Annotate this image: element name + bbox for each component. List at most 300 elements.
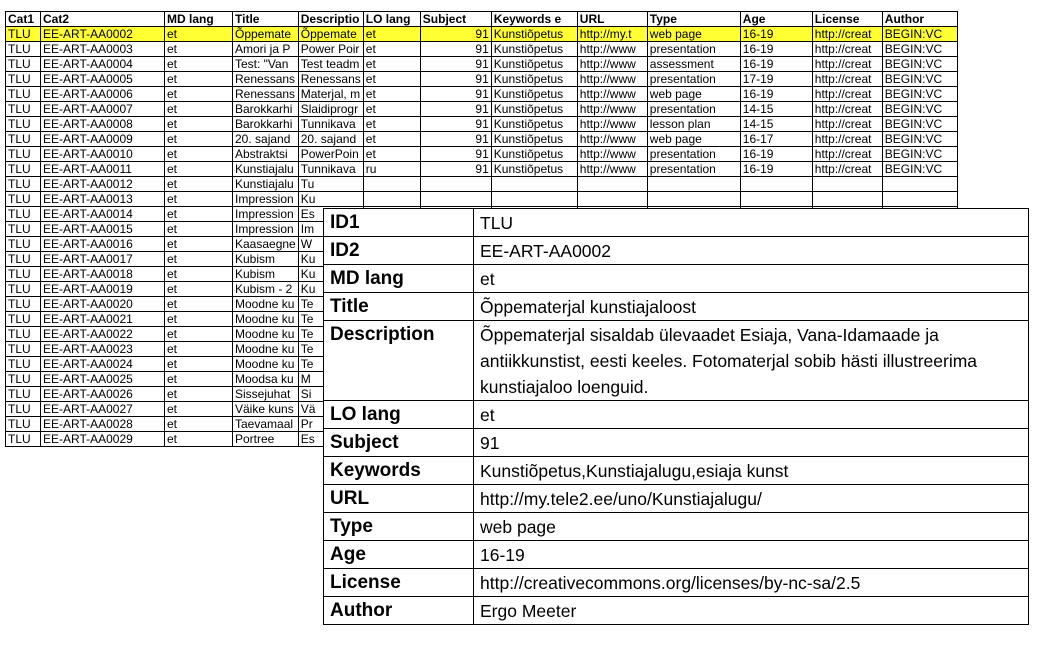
detail-row [324, 293, 1029, 321]
table-cell[interactable]: TLU [6, 357, 41, 372]
table-row[interactable] [6, 57, 958, 72]
detail-row [324, 401, 1029, 429]
detail-value: TLU [474, 209, 1029, 237]
table-cell[interactable]: Moodne ku [233, 297, 299, 312]
table-cell[interactable]: TLU [6, 57, 41, 72]
table-cell[interactable]: EE-ART-AA0006 [41, 87, 165, 102]
table-cell[interactable]: 91 [420, 102, 491, 117]
detail-row [324, 429, 1029, 457]
table-cell[interactable]: et [165, 342, 233, 357]
table-cell[interactable]: Taevamaal [233, 417, 299, 432]
table-cell[interactable]: TLU [6, 342, 41, 357]
table-cell[interactable]: EE-ART-AA0013 [41, 192, 165, 207]
table-cell[interactable]: BEGIN:VC [882, 42, 957, 57]
detail-key: Description [324, 321, 474, 401]
table-cell[interactable]: TLU [6, 252, 41, 267]
table-cell[interactable]: http://creat [812, 42, 882, 57]
detail-row [324, 597, 1029, 625]
table-cell[interactable]: EE-ART-AA0023 [41, 342, 165, 357]
table-row[interactable] [6, 27, 958, 42]
table-cell[interactable]: http://creat [812, 147, 882, 162]
table-cell[interactable]: TLU [6, 147, 41, 162]
table-cell[interactable]: TLU [6, 42, 41, 57]
table-cell[interactable]: et [363, 57, 420, 72]
table-cell[interactable]: et [165, 297, 233, 312]
table-cell[interactable]: 20. sajand [298, 132, 363, 147]
column-header[interactable]: Author [882, 12, 957, 27]
table-cell[interactable]: Kunstiõpetus [491, 72, 577, 87]
table-cell[interactable]: et [165, 387, 233, 402]
column-header[interactable]: Keywords e [491, 12, 577, 27]
table-cell[interactable]: TLU [6, 327, 41, 342]
table-cell[interactable]: et [165, 222, 233, 237]
detail-key: License [324, 569, 474, 597]
table-cell[interactable]: Kubism - 2 [233, 282, 299, 297]
table-cell[interactable]: Slaidiprogr [298, 102, 363, 117]
table-cell[interactable]: et [363, 42, 420, 57]
table-cell[interactable]: et [165, 252, 233, 267]
table-cell[interactable]: Pr [298, 417, 363, 432]
table-cell[interactable]: EE-ART-AA0018 [41, 267, 165, 282]
detail-row [324, 569, 1029, 597]
table-cell[interactable]: http://creat [812, 117, 882, 132]
table-cell[interactable] [882, 192, 957, 207]
detail-key: ID1 [324, 209, 474, 237]
table-cell[interactable]: Barokkarhi [233, 102, 299, 117]
table-cell[interactable]: EE-ART-AA0004 [41, 57, 165, 72]
detail-value: et [474, 401, 1029, 429]
table-cell[interactable]: http://www [577, 147, 647, 162]
table-cell[interactable]: et [165, 177, 233, 192]
table-cell[interactable]: TLU [6, 177, 41, 192]
table-cell[interactable]: M [298, 372, 363, 387]
table-cell[interactable]: et [165, 327, 233, 342]
table-cell[interactable]: http://www [577, 42, 647, 57]
table-cell[interactable]: et [165, 237, 233, 252]
detail-key: URL [324, 485, 474, 513]
table-cell[interactable]: TLU [6, 267, 41, 282]
table-cell[interactable]: BEGIN:VC [882, 87, 957, 102]
table-cell[interactable]: http://my.t [577, 27, 647, 42]
table-cell[interactable]: 91 [420, 72, 491, 87]
table-cell[interactable]: TLU [6, 207, 41, 222]
table-cell[interactable]: et [363, 117, 420, 132]
table-cell[interactable]: Kunstiõpetus [491, 87, 577, 102]
table-cell[interactable]: BEGIN:VC [882, 72, 957, 87]
table-cell[interactable]: Tu [298, 177, 363, 192]
table-cell[interactable]: 91 [420, 27, 491, 42]
table-cell[interactable]: EE-ART-AA0015 [41, 222, 165, 237]
detail-row [324, 541, 1029, 569]
detail-key: MD lang [324, 265, 474, 293]
table-cell[interactable]: Ku [298, 267, 363, 282]
table-cell[interactable]: TLU [6, 312, 41, 327]
detail-value: http://creativecommons.org/licenses/by-nc-sa/2.5 [474, 569, 1029, 597]
table-cell[interactable]: lesson plan [647, 117, 740, 132]
detail-key: Keywords [324, 457, 474, 485]
table-cell[interactable]: Power Poir [298, 42, 363, 57]
detail-row [324, 513, 1029, 541]
detail-row [324, 321, 1029, 401]
table-cell[interactable] [812, 192, 882, 207]
table-cell[interactable]: et [165, 357, 233, 372]
table-cell[interactable]: et [165, 102, 233, 117]
table-cell[interactable]: TLU [6, 132, 41, 147]
table-cell[interactable]: 91 [420, 147, 491, 162]
detail-value: 16-19 [474, 541, 1029, 569]
detail-value: et [474, 265, 1029, 293]
table-cell[interactable]: et [165, 312, 233, 327]
table-cell[interactable]: TLU [6, 87, 41, 102]
table-cell[interactable]: Test: "Van [233, 57, 299, 72]
table-cell[interactable]: et [363, 27, 420, 42]
table-cell[interactable]: Im [298, 222, 363, 237]
detail-value: Kunstiõpetus,Kunstiajalugu,esiaja kunst [474, 457, 1029, 485]
table-cell[interactable]: EE-ART-AA0027 [41, 402, 165, 417]
table-cell[interactable]: Kunstiõpetus [491, 162, 577, 177]
table-cell[interactable]: TLU [6, 162, 41, 177]
table-cell[interactable]: Te [298, 297, 363, 312]
detail-row [324, 237, 1029, 265]
table-cell[interactable] [420, 192, 491, 207]
table-cell[interactable]: presentation [647, 162, 740, 177]
table-cell[interactable]: et [165, 372, 233, 387]
table-cell[interactable]: http://www [577, 57, 647, 72]
table-cell[interactable]: 14-15 [740, 102, 812, 117]
table-cell[interactable]: EE-ART-AA0011 [41, 162, 165, 177]
table-cell[interactable]: TLU [6, 372, 41, 387]
table-row[interactable] [6, 162, 958, 177]
table-cell[interactable]: EE-ART-AA0009 [41, 132, 165, 147]
table-cell[interactable]: Sissejuhat [233, 387, 299, 402]
table-cell[interactable]: TLU [6, 222, 41, 237]
table-cell[interactable]: Kunstiõpetus [491, 117, 577, 132]
detail-key: Author [324, 597, 474, 625]
table-cell[interactable]: et [165, 27, 233, 42]
detail-value: http://my.tele2.ee/uno/Kunstiajalugu/ [474, 485, 1029, 513]
table-cell[interactable]: Kunstiõpetus [491, 57, 577, 72]
table-cell[interactable]: Kaasaegne [233, 237, 299, 252]
table-cell[interactable]: Abstraktsi [233, 147, 299, 162]
table-cell[interactable]: Te [298, 312, 363, 327]
table-cell[interactable]: et [165, 267, 233, 282]
table-cell[interactable]: EE-ART-AA0008 [41, 117, 165, 132]
table-cell[interactable]: http://creat [812, 27, 882, 42]
table-cell[interactable]: web page [647, 27, 740, 42]
table-cell[interactable]: Si [298, 387, 363, 402]
table-cell[interactable]: Vä [298, 402, 363, 417]
table-cell[interactable]: 16-17 [740, 132, 812, 147]
table-cell[interactable]: Tunnikava [298, 162, 363, 177]
table-cell[interactable]: BEGIN:VC [882, 132, 957, 147]
table-cell[interactable]: EE-ART-AA0022 [41, 327, 165, 342]
table-cell[interactable]: Renessans [298, 72, 363, 87]
table-cell[interactable]: 16-19 [740, 162, 812, 177]
table-cell[interactable]: et [363, 147, 420, 162]
table-cell[interactable]: 91 [420, 57, 491, 72]
table-cell[interactable]: Amori ja P [233, 42, 299, 57]
table-cell[interactable]: BEGIN:VC [882, 27, 957, 42]
table-cell[interactable]: 16-19 [740, 147, 812, 162]
table-cell[interactable]: W [298, 237, 363, 252]
table-cell[interactable]: presentation [647, 42, 740, 57]
table-cell[interactable]: 16-19 [740, 87, 812, 102]
table-cell[interactable]: http://creat [812, 102, 882, 117]
table-cell[interactable]: 91 [420, 162, 491, 177]
table-cell[interactable]: 17-19 [740, 72, 812, 87]
table-cell[interactable]: Impression [233, 222, 299, 237]
column-header[interactable]: MD lang [165, 12, 233, 27]
table-cell[interactable] [812, 177, 882, 192]
column-header[interactable]: License [812, 12, 882, 27]
table-cell[interactable]: BEGIN:VC [882, 147, 957, 162]
table-cell[interactable]: et [165, 132, 233, 147]
table-cell[interactable]: presentation [647, 72, 740, 87]
table-cell[interactable]: Kunstiajalu [233, 162, 299, 177]
detail-key: Type [324, 513, 474, 541]
table-cell[interactable]: PowerPoin [298, 147, 363, 162]
table-cell[interactable]: EE-ART-AA0024 [41, 357, 165, 372]
table-cell[interactable]: 91 [420, 87, 491, 102]
table-cell[interactable]: EE-ART-AA0021 [41, 312, 165, 327]
table-cell[interactable]: 91 [420, 132, 491, 147]
table-cell[interactable]: http://www [577, 117, 647, 132]
table-cell[interactable]: et [165, 402, 233, 417]
table-cell[interactable]: EE-ART-AA0002 [41, 27, 165, 42]
detail-value: 91 [474, 429, 1029, 457]
table-cell[interactable]: TLU [6, 192, 41, 207]
table-cell[interactable]: Kunstiõpetus [491, 132, 577, 147]
table-cell[interactable]: EE-ART-AA0010 [41, 147, 165, 162]
detail-value: Õppematerjal sisaldab ülevaadet Esiaja, Vana-Idamaade ja antiikkunstist, eesti keeles. Fotomaterjal sobib hästi illustreerima kunstiajaloo loenguid. [474, 321, 1029, 401]
table-cell[interactable]: et [165, 42, 233, 57]
table-cell[interactable] [491, 192, 577, 207]
table-cell[interactable]: et [363, 72, 420, 87]
table-cell[interactable]: EE-ART-AA0003 [41, 42, 165, 57]
table-row[interactable] [6, 102, 958, 117]
detail-key: Subject [324, 429, 474, 457]
table-cell[interactable]: et [165, 147, 233, 162]
table-cell[interactable] [363, 177, 420, 192]
table-cell[interactable]: EE-ART-AA0007 [41, 102, 165, 117]
table-cell[interactable] [740, 177, 812, 192]
table-cell[interactable]: Te [298, 327, 363, 342]
table-cell[interactable]: TLU [6, 27, 41, 42]
table-cell[interactable]: EE-ART-AA0025 [41, 372, 165, 387]
table-cell[interactable]: http://www [577, 72, 647, 87]
table-cell[interactable]: Ku [298, 252, 363, 267]
detail-row [324, 209, 1029, 237]
table-cell[interactable]: Renessans [233, 72, 299, 87]
table-cell[interactable]: Moodsa ku [233, 372, 299, 387]
table-cell[interactable]: EE-ART-AA0012 [41, 177, 165, 192]
table-cell[interactable]: TLU [6, 297, 41, 312]
record-detail-panel [323, 208, 1029, 625]
table-cell[interactable] [882, 177, 957, 192]
table-cell[interactable]: Barokkarhi [233, 117, 299, 132]
table-cell[interactable]: 91 [420, 117, 491, 132]
table-cell[interactable]: Test teadm [298, 57, 363, 72]
table-cell[interactable]: Väike kuns [233, 402, 299, 417]
table-cell[interactable]: presentation [647, 147, 740, 162]
column-header[interactable]: Cat1 [6, 12, 41, 27]
table-cell[interactable]: 16-19 [740, 42, 812, 57]
table-cell[interactable]: Kunstiõpetus [491, 42, 577, 57]
detail-key: LO lang [324, 401, 474, 429]
table-cell[interactable]: http://www [577, 87, 647, 102]
column-header[interactable]: LO lang [363, 12, 420, 27]
table-cell[interactable]: Moodne ku [233, 312, 299, 327]
column-header[interactable]: Title [233, 12, 299, 27]
table-cell[interactable]: BEGIN:VC [882, 117, 957, 132]
table-cell[interactable]: Te [298, 342, 363, 357]
detail-key: Title [324, 293, 474, 321]
table-cell[interactable]: http://www [577, 132, 647, 147]
table-cell[interactable]: TLU [6, 432, 41, 447]
table-cell[interactable]: http://www [577, 102, 647, 117]
table-cell[interactable]: et [165, 87, 233, 102]
table-cell[interactable]: 16-19 [740, 57, 812, 72]
table-cell[interactable]: Renessans [233, 87, 299, 102]
detail-row [324, 265, 1029, 293]
table-cell[interactable] [647, 177, 740, 192]
table-cell[interactable]: assessment [647, 57, 740, 72]
table-cell[interactable]: Kubism [233, 252, 299, 267]
table-cell[interactable]: TLU [6, 417, 41, 432]
column-header[interactable]: Cat2 [41, 12, 165, 27]
table-cell[interactable]: BEGIN:VC [882, 57, 957, 72]
table-cell[interactable]: et [165, 57, 233, 72]
table-cell[interactable] [740, 192, 812, 207]
table-cell[interactable]: et [165, 432, 233, 447]
table-cell[interactable]: Impression [233, 192, 299, 207]
table-cell[interactable]: EE-ART-AA0017 [41, 252, 165, 267]
table-cell[interactable]: Tunnikava [298, 117, 363, 132]
table-cell[interactable] [577, 192, 647, 207]
table-cell[interactable]: EE-ART-AA0029 [41, 432, 165, 447]
detail-key: Age [324, 541, 474, 569]
table-row[interactable] [6, 72, 958, 87]
table-cell[interactable]: Õppemate [233, 27, 299, 42]
table-cell[interactable]: TLU [6, 402, 41, 417]
table-cell[interactable]: EE-ART-AA0005 [41, 72, 165, 87]
table-cell[interactable]: et [165, 282, 233, 297]
table-cell[interactable]: TLU [6, 387, 41, 402]
table-cell[interactable]: Materjal, m [298, 87, 363, 102]
table-cell[interactable]: et [165, 192, 233, 207]
table-cell[interactable]: Ku [298, 192, 363, 207]
table-cell[interactable] [363, 192, 420, 207]
table-cell[interactable]: Kubism [233, 267, 299, 282]
table-cell[interactable]: ru [363, 162, 420, 177]
table-cell[interactable]: et [165, 162, 233, 177]
table-cell[interactable]: Õppemate [298, 27, 363, 42]
column-header[interactable]: Age [740, 12, 812, 27]
table-cell[interactable]: Moodne ku [233, 327, 299, 342]
table-row[interactable] [6, 192, 958, 207]
table-cell[interactable]: 16-19 [740, 27, 812, 42]
table-cell[interactable]: et [165, 417, 233, 432]
table-cell[interactable]: et [165, 117, 233, 132]
column-header[interactable]: URL [577, 12, 647, 27]
table-cell[interactable]: et [363, 132, 420, 147]
table-cell[interactable]: EE-ART-AA0016 [41, 237, 165, 252]
column-header[interactable]: Descriptio [298, 12, 363, 27]
table-cell[interactable]: TLU [6, 282, 41, 297]
table-cell[interactable]: http://creat [812, 87, 882, 102]
table-cell[interactable]: http://creat [812, 162, 882, 177]
table-cell[interactable]: Kunstiõpetus [491, 102, 577, 117]
table-cell[interactable]: et [363, 87, 420, 102]
table-cell[interactable]: Moodne ku [233, 357, 299, 372]
table-cell[interactable]: EE-ART-AA0026 [41, 387, 165, 402]
table-cell[interactable]: Es [298, 207, 363, 222]
table-cell[interactable]: Impression [233, 207, 299, 222]
table-cell[interactable]: TLU [6, 102, 41, 117]
table-cell[interactable]: presentation [647, 102, 740, 117]
header-row [6, 12, 958, 27]
table-cell[interactable]: TLU [6, 117, 41, 132]
column-header[interactable]: Type [647, 12, 740, 27]
table-row[interactable] [6, 42, 958, 57]
table-cell[interactable]: BEGIN:VC [882, 162, 957, 177]
column-header[interactable]: Subject [420, 12, 491, 27]
table-cell[interactable]: Te [298, 357, 363, 372]
table-cell[interactable]: BEGIN:VC [882, 102, 957, 117]
table-cell[interactable]: EE-ART-AA0019 [41, 282, 165, 297]
table-cell[interactable]: TLU [6, 72, 41, 87]
table-cell[interactable]: EE-ART-AA0028 [41, 417, 165, 432]
table-row[interactable] [6, 132, 958, 147]
detail-value: web page [474, 513, 1029, 541]
table-cell[interactable] [577, 177, 647, 192]
table-cell[interactable]: Es [298, 432, 363, 447]
table-row[interactable] [6, 147, 958, 162]
table-cell[interactable]: http://creat [812, 132, 882, 147]
table-row[interactable] [6, 117, 958, 132]
table-cell[interactable]: Kunstiõpetus [491, 27, 577, 42]
table-cell[interactable]: et [165, 207, 233, 222]
table-cell[interactable]: web page [647, 87, 740, 102]
table-cell[interactable]: web page [647, 132, 740, 147]
table-cell[interactable]: 14-15 [740, 117, 812, 132]
table-cell[interactable]: 91 [420, 42, 491, 57]
table-cell[interactable] [647, 192, 740, 207]
table-row[interactable] [6, 87, 958, 102]
table-cell[interactable]: http://creat [812, 72, 882, 87]
table-cell[interactable]: http://www [577, 162, 647, 177]
detail-key: ID2 [324, 237, 474, 265]
table-cell[interactable]: EE-ART-AA0020 [41, 297, 165, 312]
detail-row [324, 485, 1029, 513]
table-cell[interactable]: Portree [233, 432, 299, 447]
table-cell[interactable]: http://creat [812, 57, 882, 72]
table-cell[interactable] [420, 177, 491, 192]
table-cell[interactable]: Moodne ku [233, 342, 299, 357]
table-cell[interactable] [491, 177, 577, 192]
table-cell[interactable]: Kunstiõpetus [491, 147, 577, 162]
detail-value: EE-ART-AA0002 [474, 237, 1029, 265]
table-cell[interactable]: et [165, 72, 233, 87]
table-cell[interactable]: EE-ART-AA0014 [41, 207, 165, 222]
table-cell[interactable]: TLU [6, 237, 41, 252]
table-cell[interactable]: Kunstiajalu [233, 177, 299, 192]
detail-value: Ergo Meeter [474, 597, 1029, 625]
table-row[interactable] [6, 177, 958, 192]
table-cell[interactable]: et [363, 102, 420, 117]
table-cell[interactable]: 20. sajand [233, 132, 299, 147]
table-cell[interactable]: Ku [298, 282, 363, 297]
